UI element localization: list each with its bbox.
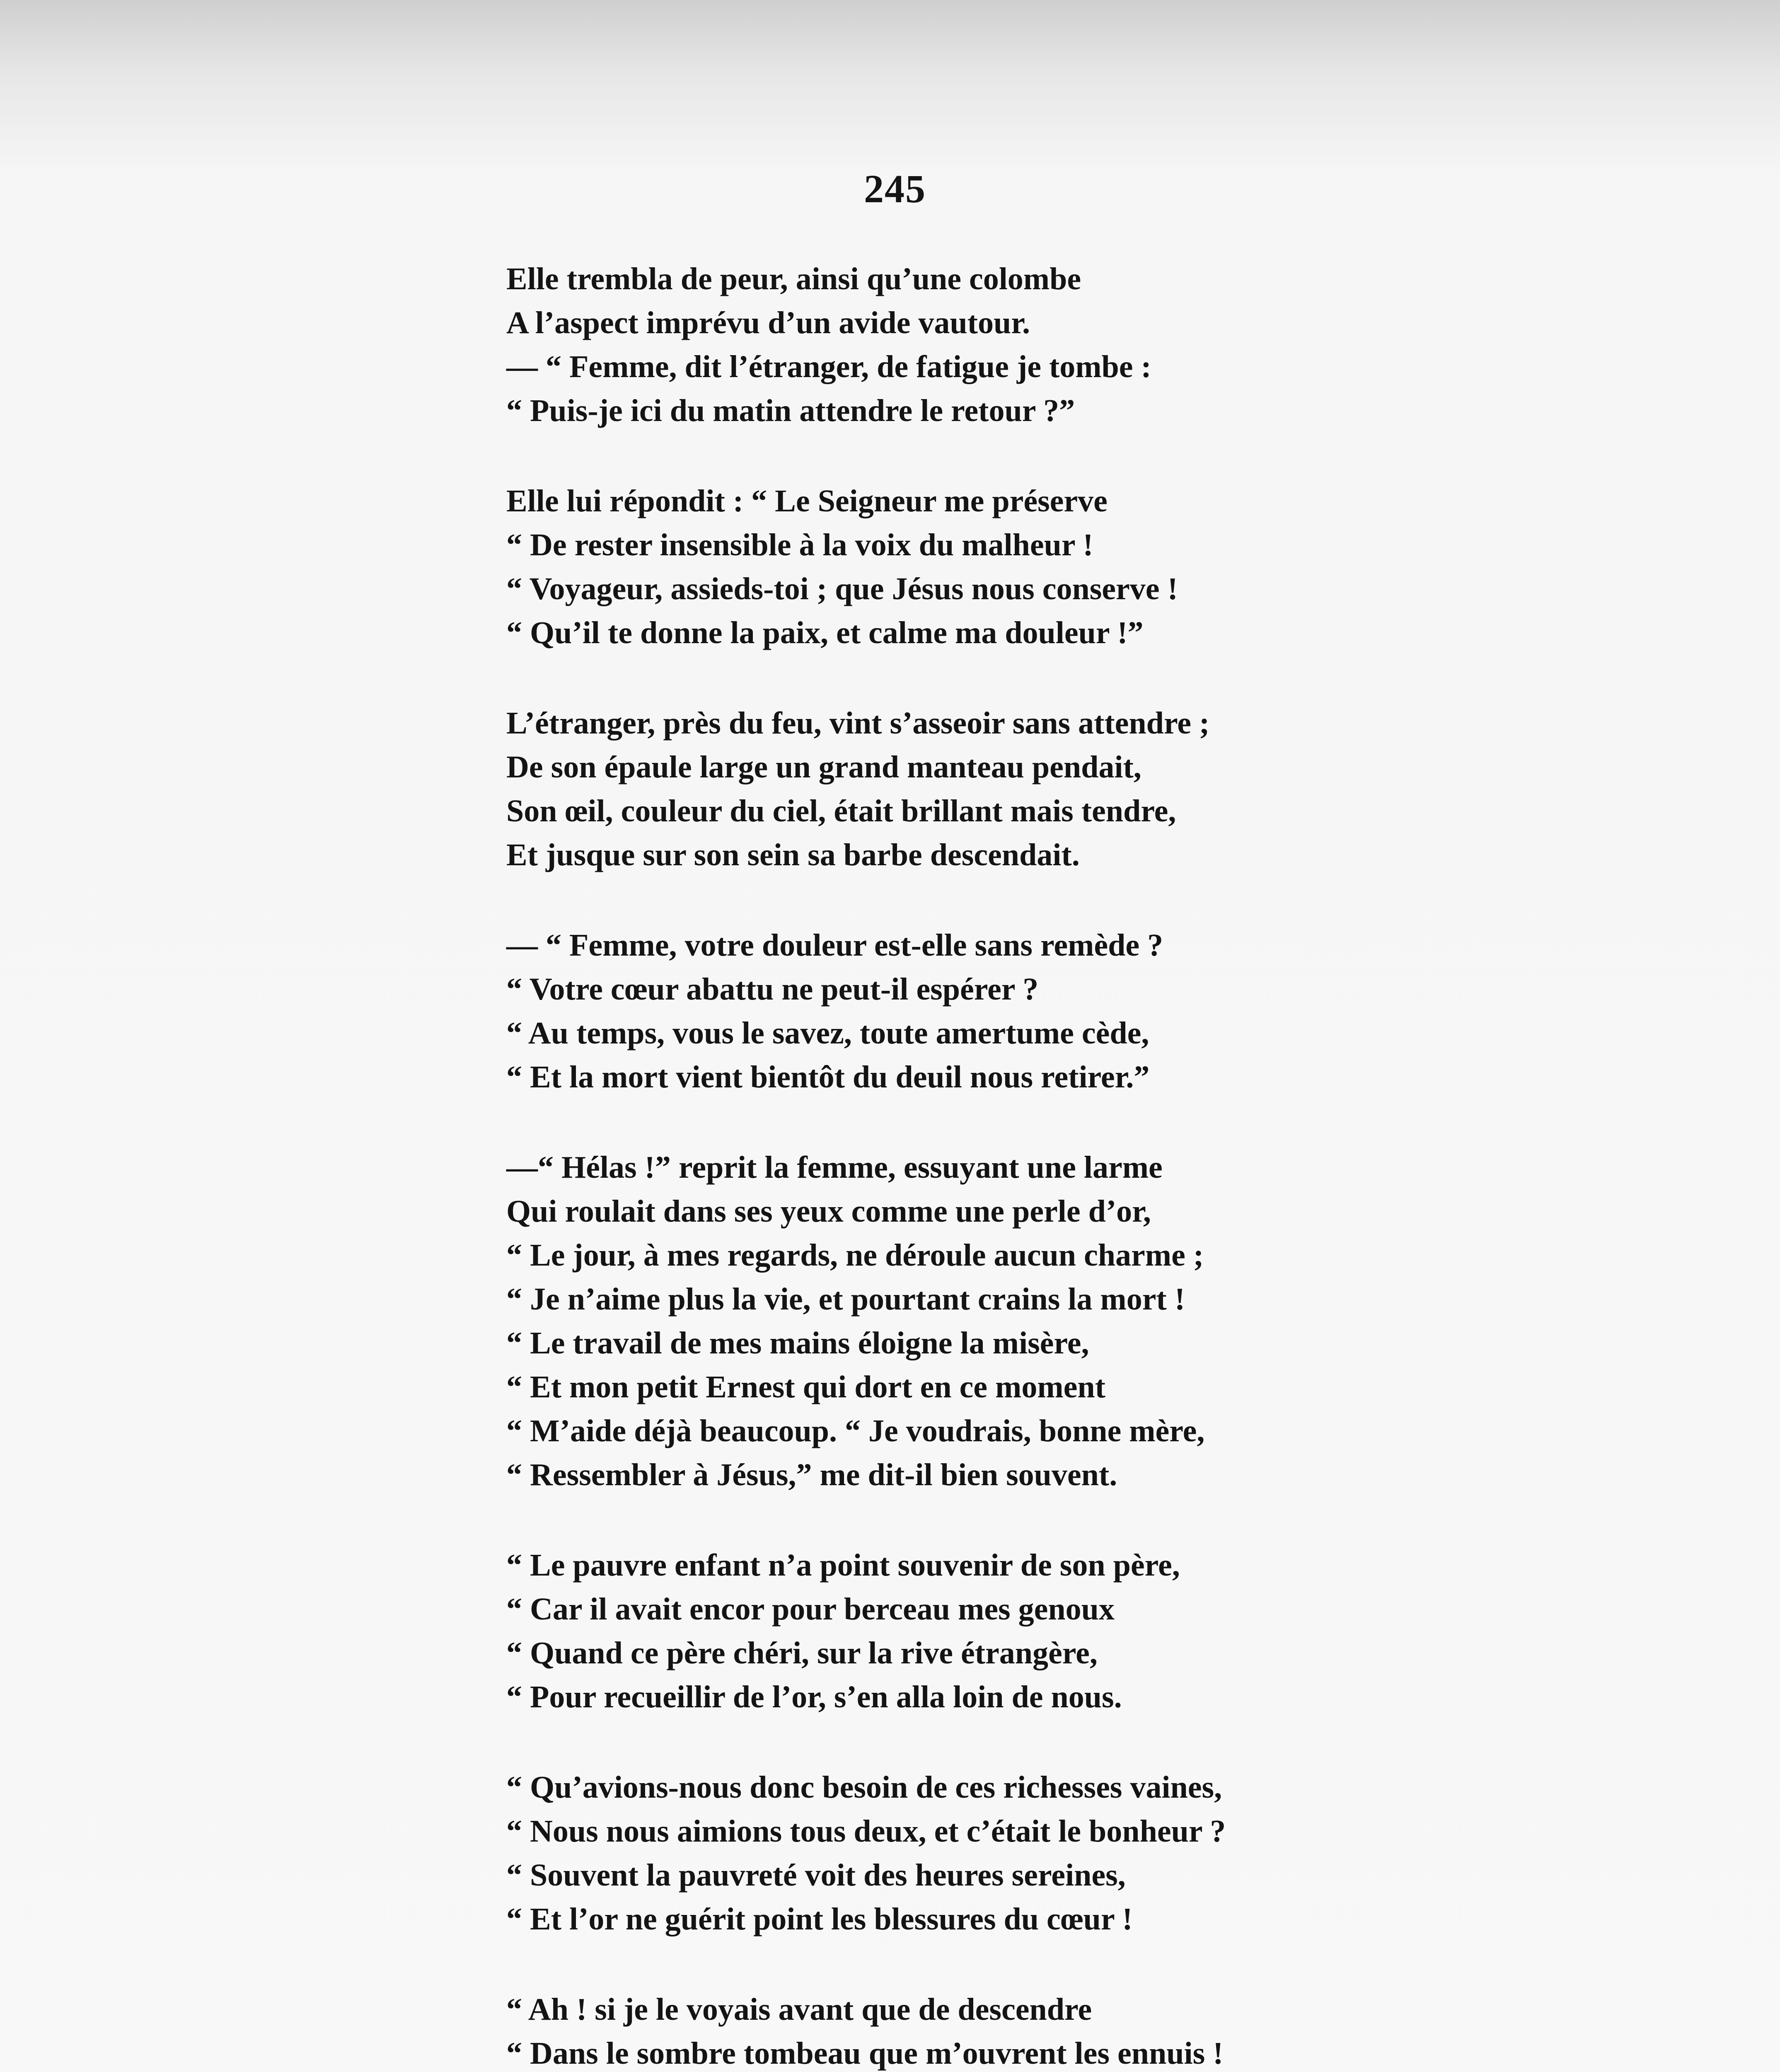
stanza: [506, 1765, 1625, 1941]
poem-line: Et jusque sur son sein sa barbe descendait.: [506, 838, 1080, 872]
poem-line: “ Au temps, vous le savez, toute amertume cède,: [506, 1016, 1149, 1051]
poem-line: — “ Femme, votre douleur est-elle sans remède ?: [506, 928, 1163, 963]
poem-line: “ Ah ! si je le voyais avant que de descendre: [506, 1992, 1092, 2027]
poem-line: Elle trembla de peur, ainsi qu’une colombe: [506, 261, 1081, 296]
poem-line: “ Dans le sombre tombeau que m’ouvrent les ennuis !: [506, 2036, 1224, 2071]
poem-line: “ Quand ce père chéri, sur la rive étrangère,: [506, 1636, 1098, 1670]
poem: [506, 257, 1625, 2072]
poem-line: “ Le jour, à mes regards, ne déroule aucun charme ;: [506, 1238, 1204, 1273]
poem-line: “ Et mon petit Ernest qui dort en ce moment: [506, 1370, 1105, 1404]
poem-line: “ Pour recueillir de l’or, s’en alla loin de nous.: [506, 1680, 1122, 1714]
poem-line: De son épaule large un grand manteau pendait,: [506, 750, 1142, 784]
stanza: [506, 1987, 1625, 2072]
poem-line: “ Voyageur, assieds-toi ; que Jésus nous conserve !: [506, 571, 1178, 606]
poem-line: “ Le pauvre enfant n’a point souvenir de son père,: [506, 1548, 1180, 1583]
poem-line: —“ Hélas !” reprit la femme, essuyant une larme: [506, 1150, 1163, 1185]
poem-line: “ Souvent la pauvreté voit des heures sereines,: [506, 1858, 1126, 1893]
poem-line: Qui roulait dans ses yeux comme une perle d’or,: [506, 1194, 1151, 1229]
page-number: 245: [864, 167, 926, 211]
poem-line: “ Puis-je ici du matin attendre le retour ?”: [506, 393, 1075, 428]
stanza: [506, 257, 1625, 433]
poem-line: “ Et la mort vient bientôt du deuil nous retirer.”: [506, 1060, 1150, 1094]
poem-line: “ Qu’il te donne la paix, et calme ma douleur !”: [506, 615, 1144, 650]
poem-line: L’étranger, près du feu, vint s’asseoir sans attendre ;: [506, 706, 1210, 741]
poem-line: — “ Femme, dit l’étranger, de fatigue je tombe :: [506, 349, 1151, 384]
poem-line: “ Et l’or ne guérit point les blessures du cœur !: [506, 1902, 1133, 1936]
stanza: [506, 701, 1625, 877]
poem-line: Son œil, couleur du ciel, était brillant mais tendre,: [506, 794, 1176, 828]
poem-line: “ Car il avait encor pour berceau mes genoux: [506, 1592, 1115, 1627]
stanza: [506, 923, 1625, 1099]
poem-line: “ Nous nous aimions tous deux, et c’était le bonheur ?: [506, 1814, 1226, 1849]
poem-line: “ Je n’aime plus la vie, et pourtant crains la mort !: [506, 1282, 1185, 1317]
poem-line: “ Qu’avions-nous donc besoin de ces richesses vaines,: [506, 1770, 1222, 1805]
poem-line: “ M’aide déjà beaucoup. “ Je voudrais, bonne mère,: [506, 1414, 1205, 1448]
stanza: [506, 479, 1625, 655]
stanza: [506, 1543, 1625, 1719]
poem-line: Elle lui répondit : “ Le Seigneur me préserve: [506, 484, 1108, 518]
poem-line: “ Le travail de mes mains éloigne la misère,: [506, 1326, 1089, 1360]
stanza: [506, 1145, 1625, 1497]
poem-line: “ Votre cœur abattu ne peut-il espérer ?: [506, 972, 1039, 1007]
poem-line: A l’aspect imprévu d’un avide vautour.: [506, 305, 1030, 340]
poem-line: “ De rester insensible à la voix du malheur !: [506, 528, 1093, 562]
poem-line: “ Ressembler à Jésus,” me dit-il bien souvent.: [506, 1457, 1117, 1492]
